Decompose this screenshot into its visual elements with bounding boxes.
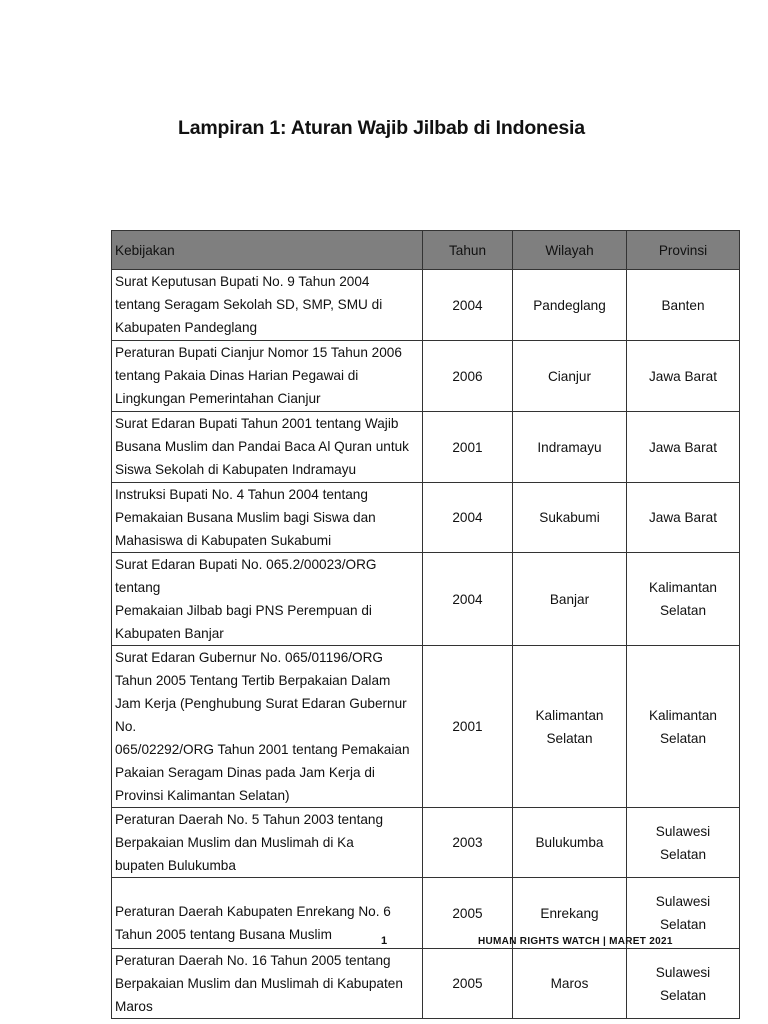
policy-cell: Peraturan Bupati Cianjur Nomor 15 Tahun 2006 tentang Pakaia Dinas Harian Pegawai di Lingkungan Pemerintahan Cianjur (112, 341, 423, 412)
table-header-row (112, 231, 740, 270)
year-cell: 2005 (423, 878, 513, 949)
table-row (112, 808, 740, 878)
region-cell: Sukabumi (513, 483, 627, 553)
column-header-region: Wilayah (513, 231, 627, 270)
year-cell: 2005 (423, 949, 513, 1019)
policy-cell: Peraturan Daerah No. 16 Tahun 2005 tentang Berpakaian Muslim dan Muslimah di Kabupaten Maros (112, 949, 423, 1019)
region-cell: Maros (513, 949, 627, 1019)
column-header-province: Provinsi (627, 231, 740, 270)
policy-cell: Surat Edaran Bupati Tahun 2001 tentang Wajib Busana Muslim dan Pandai Baca Al Quran untuk Siswa Sekolah di Kabupaten Indramayu (112, 412, 423, 483)
policy-cell: Peraturan Daerah No. 5 Tahun 2003 tentang Berpakaian Muslim dan Muslimah di Ka bupaten Bulukumba (112, 808, 423, 878)
table-row (112, 646, 740, 808)
region-cell: Enrekang (513, 878, 627, 949)
province-cell: Sulawesi Selatan (627, 949, 740, 1019)
region-cell: Indramayu (513, 412, 627, 483)
table-row (112, 270, 740, 341)
year-cell: 2004 (423, 270, 513, 341)
province-cell: Jawa Barat (627, 341, 740, 412)
region-cell: Cianjur (513, 341, 627, 412)
province-cell: Jawa Barat (627, 412, 740, 483)
table-row (112, 412, 740, 483)
region-cell: Banjar (513, 553, 627, 646)
region-cell: Bulukumba (513, 808, 627, 878)
region-cell: Kalimantan Selatan (513, 646, 627, 808)
column-header-year: Tahun (423, 231, 513, 270)
policy-cell: Surat Edaran Bupati No. 065.2/00023/ORG tentang Pemakaian Jilbab bagi PNS Perempuan di Kabupaten Banjar (112, 553, 423, 646)
province-cell: Sulawesi Selatan (627, 878, 740, 949)
policy-cell: Surat Keputusan Bupati No. 9 Tahun 2004 tentang Seragam Sekolah SD, SMP, SMU di Kabupaten Pandeglang (112, 270, 423, 341)
table-row (112, 483, 740, 553)
year-cell: 2004 (423, 483, 513, 553)
page-number: 1 (381, 935, 388, 947)
table-row (112, 949, 740, 1019)
policy-cell: Surat Edaran Gubernur No. 065/01196/ORG Tahun 2005 Tentang Tertib Berpakaian Dalam Jam Kerja (Penghubung Surat Edaran Gubernur No. 065/02292/ORG Tahun 2001 tentang Pemakaian Pakaian Seragam Dinas pada Jam Kerja di Provinsi Kalimantan Selatan) (112, 646, 423, 808)
province-cell: Sulawesi Selatan (627, 808, 740, 878)
year-cell: 2003 (423, 808, 513, 878)
year-cell: 2001 (423, 646, 513, 808)
province-cell: Banten (627, 270, 740, 341)
table-row (112, 341, 740, 412)
policy-cell: Peraturan Daerah Kabupaten Enrekang No. 6 Tahun 2005 tentang Busana Muslim (112, 878, 423, 949)
province-cell: Kalimantan Selatan (627, 646, 740, 808)
column-header-policy: Kebijakan (112, 231, 423, 270)
policy-cell: Instruksi Bupati No. 4 Tahun 2004 tentang Pemakaian Busana Muslim bagi Siswa dan Mahasiswa di Kabupaten Sukabumi (112, 483, 423, 553)
region-cell: Pandeglang (513, 270, 627, 341)
table-row (112, 553, 740, 646)
year-cell: 2004 (423, 553, 513, 646)
province-cell: Kalimantan Selatan (627, 553, 740, 646)
footer-publisher: HUMAN RIGHTS WATCH | MARET 2021 (478, 936, 673, 947)
year-cell: 2006 (423, 341, 513, 412)
page-title: Lampiran 1: Aturan Wajib Jilbab di Indonesia (178, 117, 585, 139)
policy-table (111, 230, 740, 1019)
year-cell: 2001 (423, 412, 513, 483)
province-cell: Jawa Barat (627, 483, 740, 553)
